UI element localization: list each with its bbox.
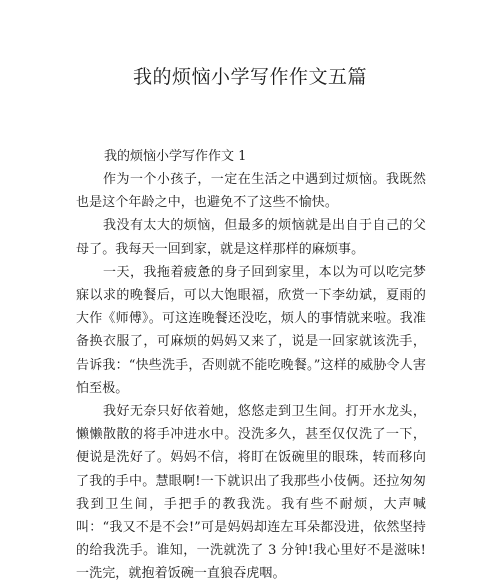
document-title: 我的烦恼小学写作作文五篇 [132, 66, 367, 88]
paragraph-2: 我没有太大的烦恼，但最多的烦恼就是出自于自己的父母了。我每天一回到家，就是这样那样的麻烦事。 [76, 218, 426, 257]
article-heading: 我的烦恼小学写作作文 1 [104, 149, 247, 164]
paragraph-4: 我好无奈只好依着她，悠悠走到卫生间。打开水龙头，懒懒散散的将手冲进水中。没洗多久，甚至仅仅洗了一下，便说是洗好了。妈妈不信，将盯在饭碗里的眼珠，转而移向了我的手中。慧眼啊!一下就识出了我那些小伎俩。还拉匆匆我到卫生间，手把手的教我洗。我有些不耐烦，大声喊叫：“我又不是不会!”可是妈妈却连左耳朵都没进，依然坚持的给我洗手。谁知，一洗就洗了 3 分钟!我心里好不是滋味!一洗完，就抱着饭碗一直狼吞虎咽。 [76, 404, 426, 582]
paragraph-3: 一天，我拖着疲惫的身子回到家里，本以为可以吃完梦寐以求的晚餐后，可以大饱眼福，欣赏一下李幼斌，夏雨的大作《师傅》。可这连晚餐还没吃，烦人的事情就来啦。我准备换衣服了，可麻烦的妈妈又来了，说是一回家就该洗手，告诉我：“快些洗手，否则就不能吃晚餐。”这样的威胁令人害怕至极。 [76, 264, 426, 396]
article-body [76, 145, 426, 586]
paragraph-1: 作为一个小孩子，一定在生活之中遇到过烦恼。我既然也是这个年龄之中，也避免不了这些不愉快。 [76, 172, 426, 211]
